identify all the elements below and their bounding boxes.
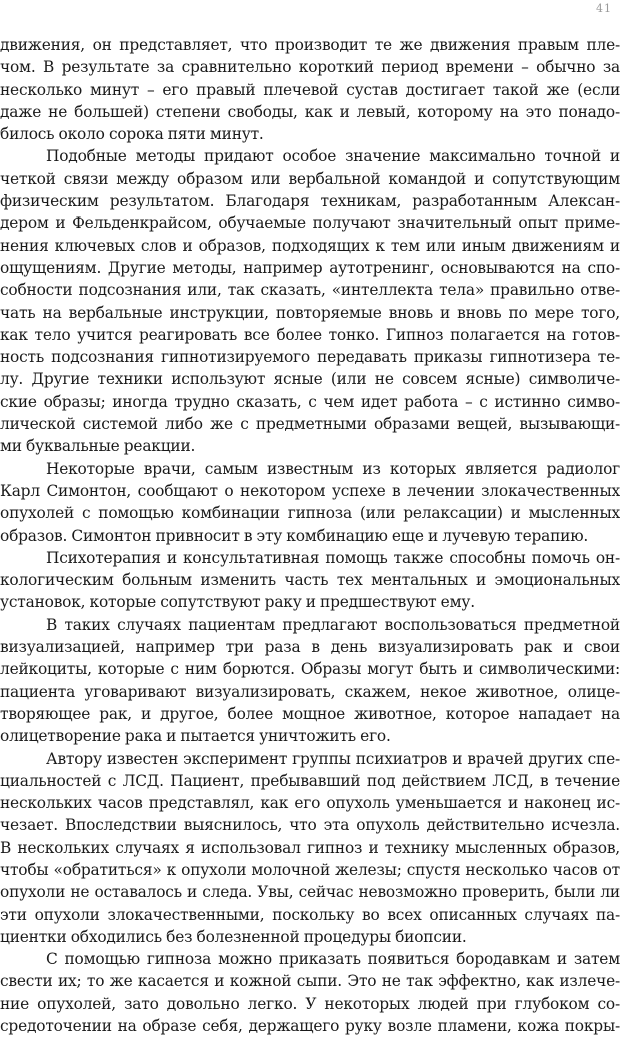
text-line: чать на вербальные инструкции, повторяемые вновь и вновь по мере того, (0, 303, 620, 322)
text-line: лейкоциты, которые с ним борются. Образы могут быть и символическими: (0, 660, 620, 679)
text-line: физическим результатом. Благодаря техникам, разработанным Алексан- (0, 192, 620, 211)
text-line: В нескольких случаях я использовал гипноз и технику мысленных образов, (0, 838, 620, 857)
text-line: лической системой либо же с предметными образами вещей, вызывающи- (0, 415, 620, 434)
text-line: образов. Симонтон привносит в эту комбинацию еще и лучевую терапию. (0, 526, 589, 545)
text-line: несколько минут – его правый плечевой сустав достигает такой же (если (0, 80, 620, 99)
text-line: визуализацией, например три раза в день визуализировать рак и свои (0, 638, 620, 657)
text-line: циальностей с ЛСД. Пациент, пребывавший под действием ЛСД, в течение (0, 771, 620, 790)
text-line: олицетворение рака и пытается уничтожить его. (0, 727, 391, 746)
text-line: дером и Фельденкрайсом, обучаемые получают значительный опыт приме- (0, 214, 620, 233)
text-line: творяющее рак, и другое, более мощное животное, которое нападает на (0, 704, 620, 723)
text-line: собности подсознания или, так сказать, «интеллекта тела» правильно отве- (0, 281, 620, 300)
text-line: эти опухоли злокачественными, поскольку во всех описанных случаях па- (0, 905, 620, 924)
text-line: ние опухолей, зато довольно легко. У некоторых людей при глубоком со- (0, 994, 620, 1013)
text-line: Психотерапия и консультативная помощь также способны помочь он- (46, 548, 620, 567)
text-line: ощущениям. Другие методы, например аутотренинг, основываются на спо- (0, 258, 620, 277)
text-line: пациента уговаривают визуализировать, скажем, некое животное, олице- (0, 682, 620, 701)
text-line: четкой связи между образом или вербальной командой и сопутствующим (0, 169, 620, 188)
text-line: свести их; то же касается и кожной сыпи. Это не так эффектно, как излече- (0, 972, 620, 991)
text-line: билось около сорока пяти минут. (0, 125, 264, 144)
text-line: ские образы; иногда трудно сказать, с чем идет работа – с истинно симво- (0, 392, 620, 411)
text-line: опухолей с помощью комбинации гипноза (или релаксации) и мысленных (0, 504, 620, 523)
text-line: установок, которые сопутствуют раку и предшествуют ему. (0, 593, 475, 612)
body-text (0, 34, 620, 1037)
text-line: Карл Симонтон, сообщают о некотором успехе в лечении злокачественных (0, 481, 620, 500)
text-line: опухоли не оставалось и следа. Увы, сейчас невозможно проверить, были ли (0, 883, 620, 902)
text-line: ми буквальные реакции. (0, 437, 196, 456)
text-line: чезает. Впоследствии выяснилось, что эта опухоль действительно исчезла. (0, 816, 620, 835)
text-line: нения ключевых слов и образов, подходящих к тем или иным движениям и (0, 236, 620, 255)
text-line: чом. В результате за сравнительно короткий период времени – обычно за (0, 58, 620, 77)
text-line: движения, он представляет, что производит те же движения правым пле- (0, 36, 620, 54)
text-line: В таких случаях пациентам предлагают воспользоваться предметной (46, 615, 620, 634)
page-number: 41 (596, 2, 612, 15)
text-line: нескольких часов представлял, как его опухоль уменьшается и наконец ис- (0, 794, 620, 813)
text-line: даже не большей) степени свободы, как и левый, которому на это понадо- (0, 102, 620, 121)
text-line: как тело учится реагировать все более тонко. Гипноз полагается на готов- (0, 325, 620, 344)
text-line: С помощью гипноза можно приказать появиться бородавкам и затем (46, 950, 620, 969)
text-line: лу. Другие техники используют ясные (или не совсем ясные) символиче- (0, 370, 620, 389)
text-line: средоточении на образе себя, держащего руку возле пламени, кожа покры- (0, 1017, 620, 1036)
text-line: кологическим больным изменить часть тех ментальных и эмоциональных (0, 571, 620, 590)
text-line: Подобные методы придают особое значение максимально точной и (46, 147, 620, 166)
text-line: циентки обходились без болезненной процедуры биопсии. (0, 927, 467, 946)
text-line: ность подсознания гипнотизируемого передавать приказы гипнотизера те- (0, 348, 620, 367)
text-line: чтобы «обратиться» к опухоли молочной железы; спустя несколько часов от (0, 860, 620, 879)
text-line: Автору известен эксперимент группы психиатров и врачей других спе- (46, 749, 620, 768)
text-line: Некоторые врачи, самым известным из которых является радиолог (46, 459, 620, 478)
